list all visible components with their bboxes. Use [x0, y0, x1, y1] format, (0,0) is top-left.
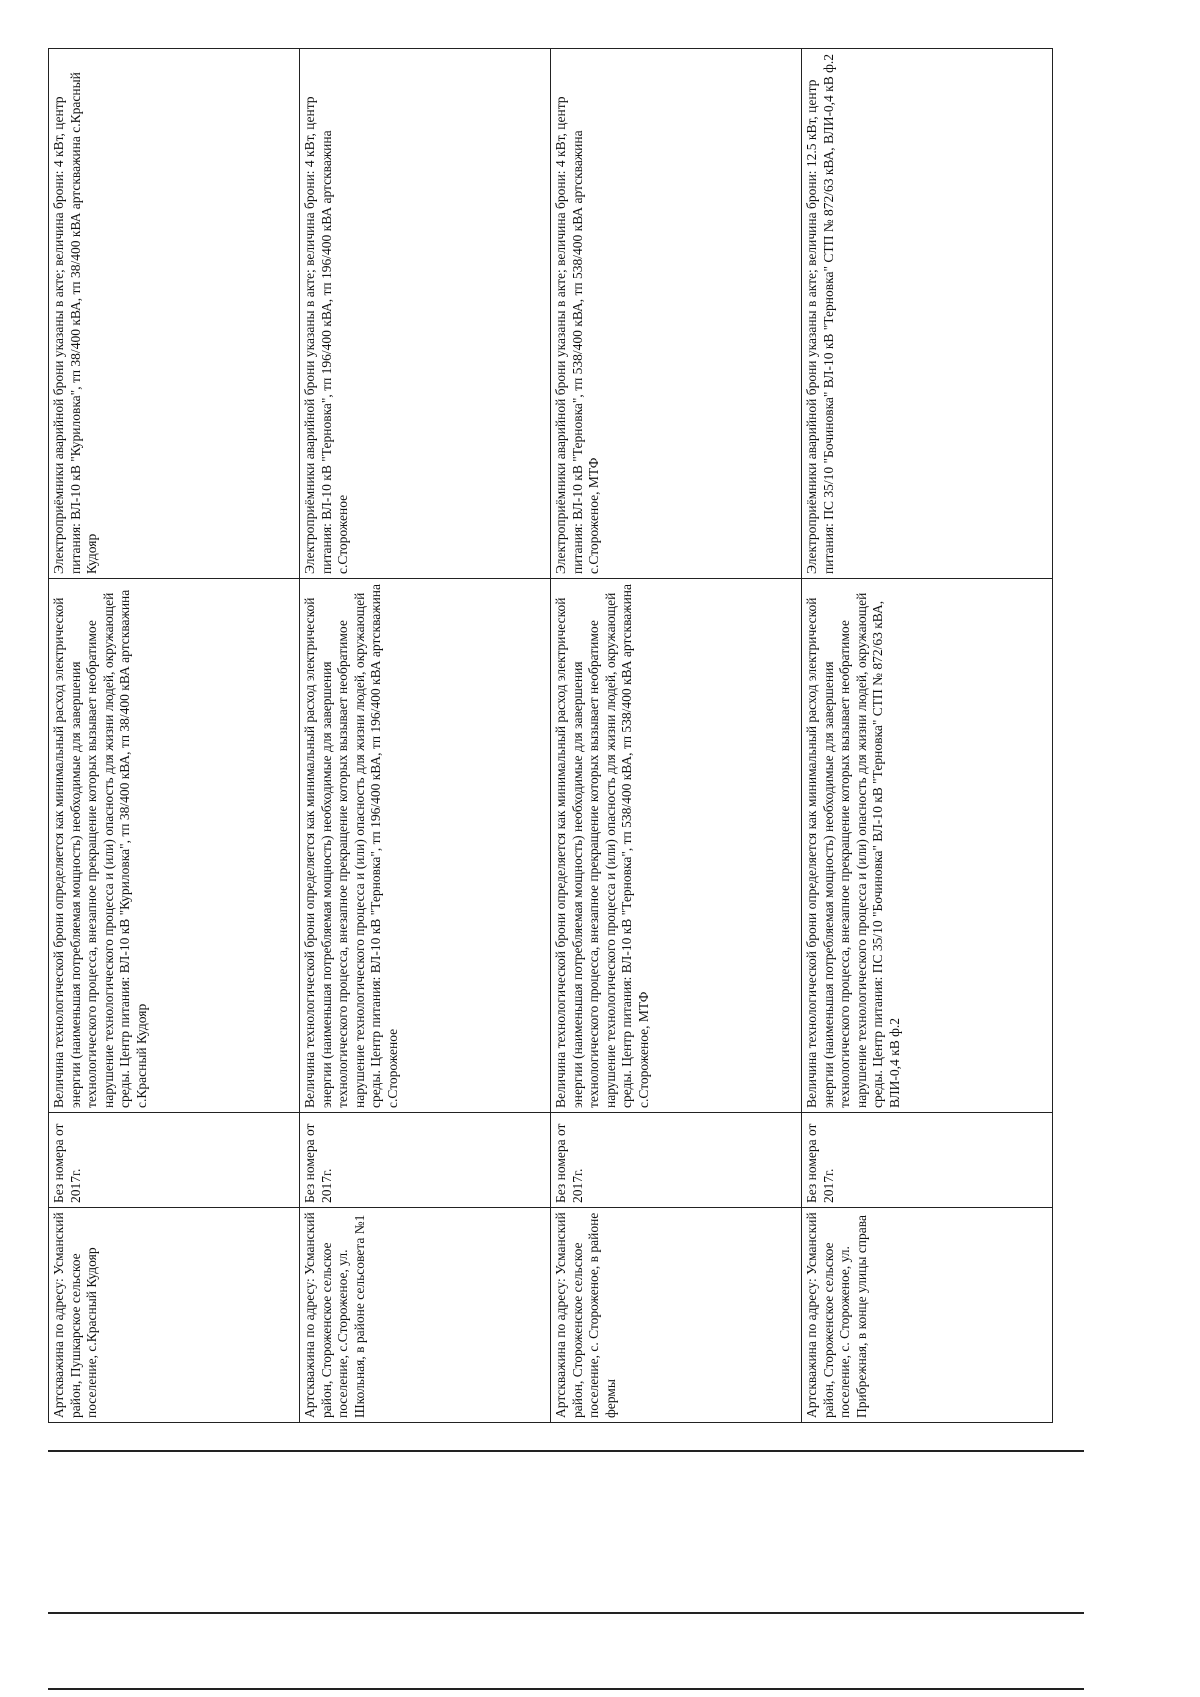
address-cell: Артскважина по адресу: Усманский район, Стороженское сельское поселение, с.Стороженое, ул. Школьная, в районе сельсовета №1	[300, 1208, 551, 1423]
table-row	[802, 49, 1053, 1423]
tech-reserve-cell: Величина технологической брони определяется как минимальный расход электрической энергии (наименьшая потребляемая мощность) необходимые для завершения технологического процесса, внезапное прекращение которых вызывает необратимое нарушение технологического процесса и (или) опасность для жизни людей, окружающей среды. Центр питания: ВЛ-10 кВ "Терновка", тп 196/400 кВА, тп 196/400 кВА артскважина с.Стороженое	[300, 579, 551, 1113]
act-cell: Без номера от 2017г.	[49, 1113, 300, 1208]
horizontal-rule	[48, 1612, 1084, 1614]
address-cell: Артскважина по адресу: Усманский район, Стороженское сельское поселение, с. Стороженое, в районе фермы	[551, 1208, 802, 1423]
emergency-reserve-cell: Электроприёмники аварийной брони указаны в акте; величина брони: 4 кВт, центр питания: ВЛ-10 кВ "Терновка", тп 196/400 кВА, тп 196/400 кВА артскважина с.Стороженое	[300, 49, 551, 579]
horizontal-rule	[48, 1450, 1084, 1452]
address-cell: Артскважина по адресу: Усманский район, Стороженское сельское поселение, с. Стороженое, ул. Прибрежная, в конце улицы справа	[802, 1208, 1053, 1423]
tech-reserve-cell: Величина технологической брони определяется как минимальный расход электрической энергии (наименьшая потребляемая мощность) необходимые для завершения технологического процесса, внезапное прекращение которых вызывает необратимое нарушение технологического процесса и (или) опасность для жизни людей, окружающей среды. Центр питания: ВЛ-10 кВ "Терновка", тп 538/400 кВА, тп 538/400 кВА артскважина с.Стороженое, МТФ	[551, 579, 802, 1113]
table-row	[551, 49, 802, 1423]
tech-reserve-cell: Величина технологической брони определяется как минимальный расход электрической энергии (наименьшая потребляемая мощность) необходимые для завершения технологического процесса, внезапное прекращение которых вызывает необратимое нарушение технологического процесса и (или) опасность для жизни людей, окружающей среды. Центр питания: ПС 35/10 "Бочиновка" ВЛ-10 кВ "Терновка" СТП № 872/63 кВА, ВЛИ-0,4 кВ ф.2	[802, 579, 1053, 1113]
act-cell: Без номера от 2017г.	[551, 1113, 802, 1208]
emergency-reserve-table	[48, 48, 1053, 1423]
table-row	[300, 49, 551, 1423]
act-cell: Без номера от 2017г.	[802, 1113, 1053, 1208]
table-row	[49, 49, 300, 1423]
emergency-reserve-cell: Электроприёмники аварийной брони указаны в акте; величина брони: 4 кВт, центр питания: ВЛ-10 кВ "Куриловка", тп 38/400 кВА, тп 38/400 кВА артскважина с.Красный Кудояр	[49, 49, 300, 579]
address-cell: Артскважина по адресу: Усманский район, Пушкарское сельское поселение, с.Красный Кудояр	[49, 1208, 300, 1423]
rotated-table-container	[48, 49, 1044, 1423]
act-cell: Без номера от 2017г.	[300, 1113, 551, 1208]
emergency-reserve-cell: Электроприёмники аварийной брони указаны в акте; величина брони: 12.5 кВт, центр питания: ПС 35/10 "Бочиновка" ВЛ-10 кВ "Терновка" СТП № 872/63 кВА, ВЛИ-0,4 кВ ф.2	[802, 49, 1053, 579]
emergency-reserve-cell: Электроприёмники аварийной брони указаны в акте; величина брони: 4 кВт, центр питания: ВЛ-10 кВ "Терновка", тп 538/400 кВА, тп 538/400 кВА артскважина с.Стороженое, МТФ	[551, 49, 802, 579]
horizontal-rule	[48, 1688, 1084, 1690]
tech-reserve-cell: Величина технологической брони определяется как минимальный расход электрической энергии (наименьшая потребляемая мощность) необходимые для завершения технологического процесса, внезапное прекращение которых вызывает необратимое нарушение технологического процесса и (или) опасность для жизни людей, окружающей среды. Центр питания: ВЛ-10 кВ "Куриловка", тп 38/400 кВА, тп 38/400 кВА артскважина с.Красный Кудояр	[49, 579, 300, 1113]
